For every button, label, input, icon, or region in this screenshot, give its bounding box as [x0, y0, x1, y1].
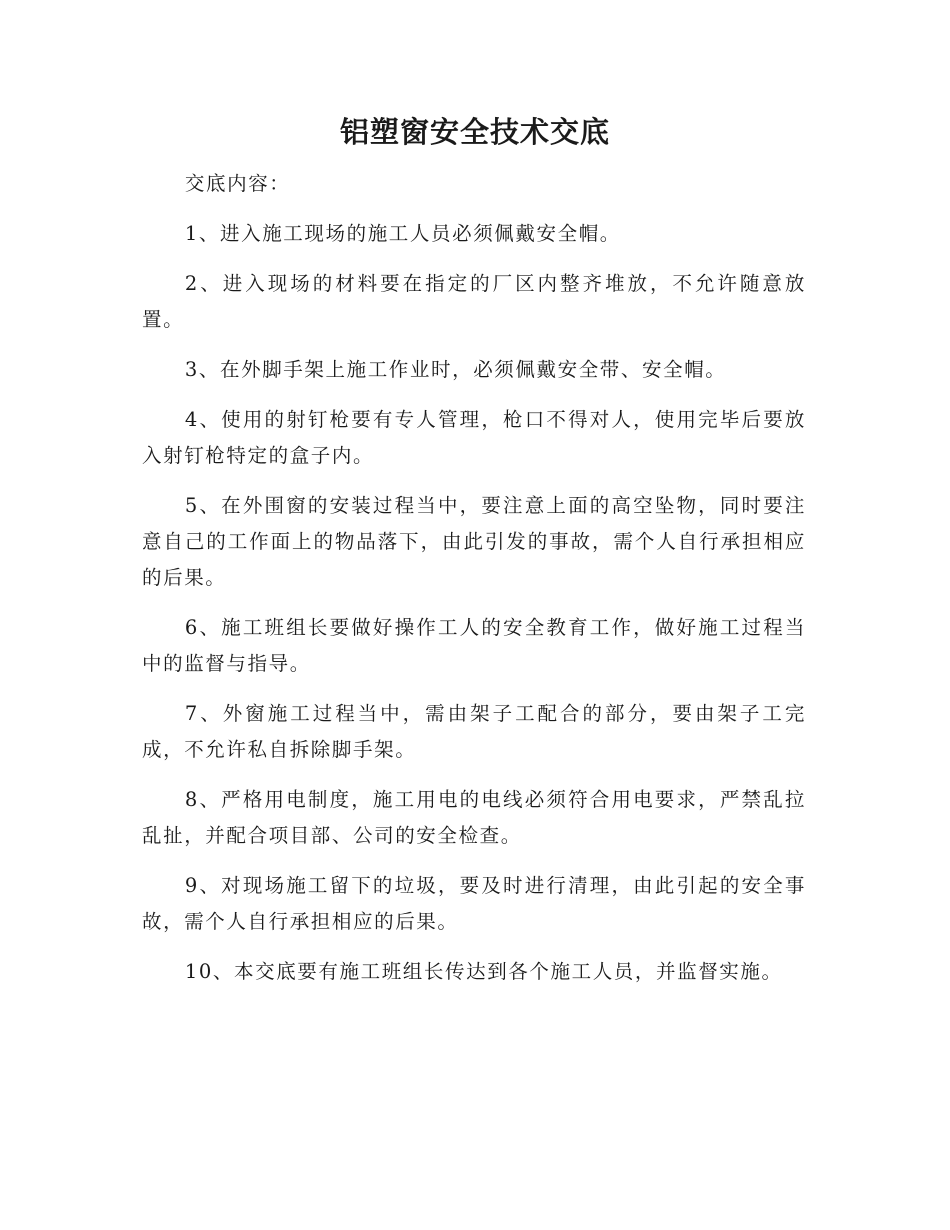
item-paragraph-7: 7、外窗施工过程当中，需由架子工配合的部分，要由架子工完成，不允许私自拆除脚手架。: [142, 702, 806, 761]
document-title: 铝塑窗安全技术交底: [339, 115, 610, 149]
intro-paragraph: 交底内容：: [184, 172, 291, 195]
item-paragraph-5: 5、在外围窗的安装过程当中，要注意上面的高空坠物，同时要注意自己的工作面上的物品落下，由此引发的事故，需个人自行承担相应的后果。: [142, 494, 806, 589]
item-paragraph-9: 9、对现场施工留下的垃圾，要及时进行清理，由此引起的安全事故，需个人自行承担相应的后果。: [142, 874, 806, 933]
item-paragraph-2: 2、进入现场的材料要在指定的厂区内整齐堆放，不允许随意放置。: [142, 272, 806, 331]
document-body: [142, 166, 806, 1004]
item-paragraph-10: 10、本交底要有施工班组长传达到各个施工人员，并监督实施。: [184, 960, 783, 983]
item-paragraph-1: 1、进入施工现场的施工人员必须佩戴安全帽。: [184, 222, 621, 245]
item-paragraph-8: 8、严格用电制度，施工用电的电线必须符合用电要求，严禁乱拉乱扯，并配合项目部、公司的安全检查。: [142, 788, 806, 847]
item-paragraph-3: 3、在外脚手架上施工作业时，必须佩戴安全带、安全帽。: [184, 358, 727, 381]
item-paragraph-4: 4、使用的射钉枪要有专人管理，枪口不得对人，使用完毕后要放入射钉枪特定的盒子内。: [142, 408, 806, 467]
item-paragraph-6: 6、施工班组长要做好操作工人的安全教育工作，做好施工过程当中的监督与指导。: [142, 616, 806, 675]
